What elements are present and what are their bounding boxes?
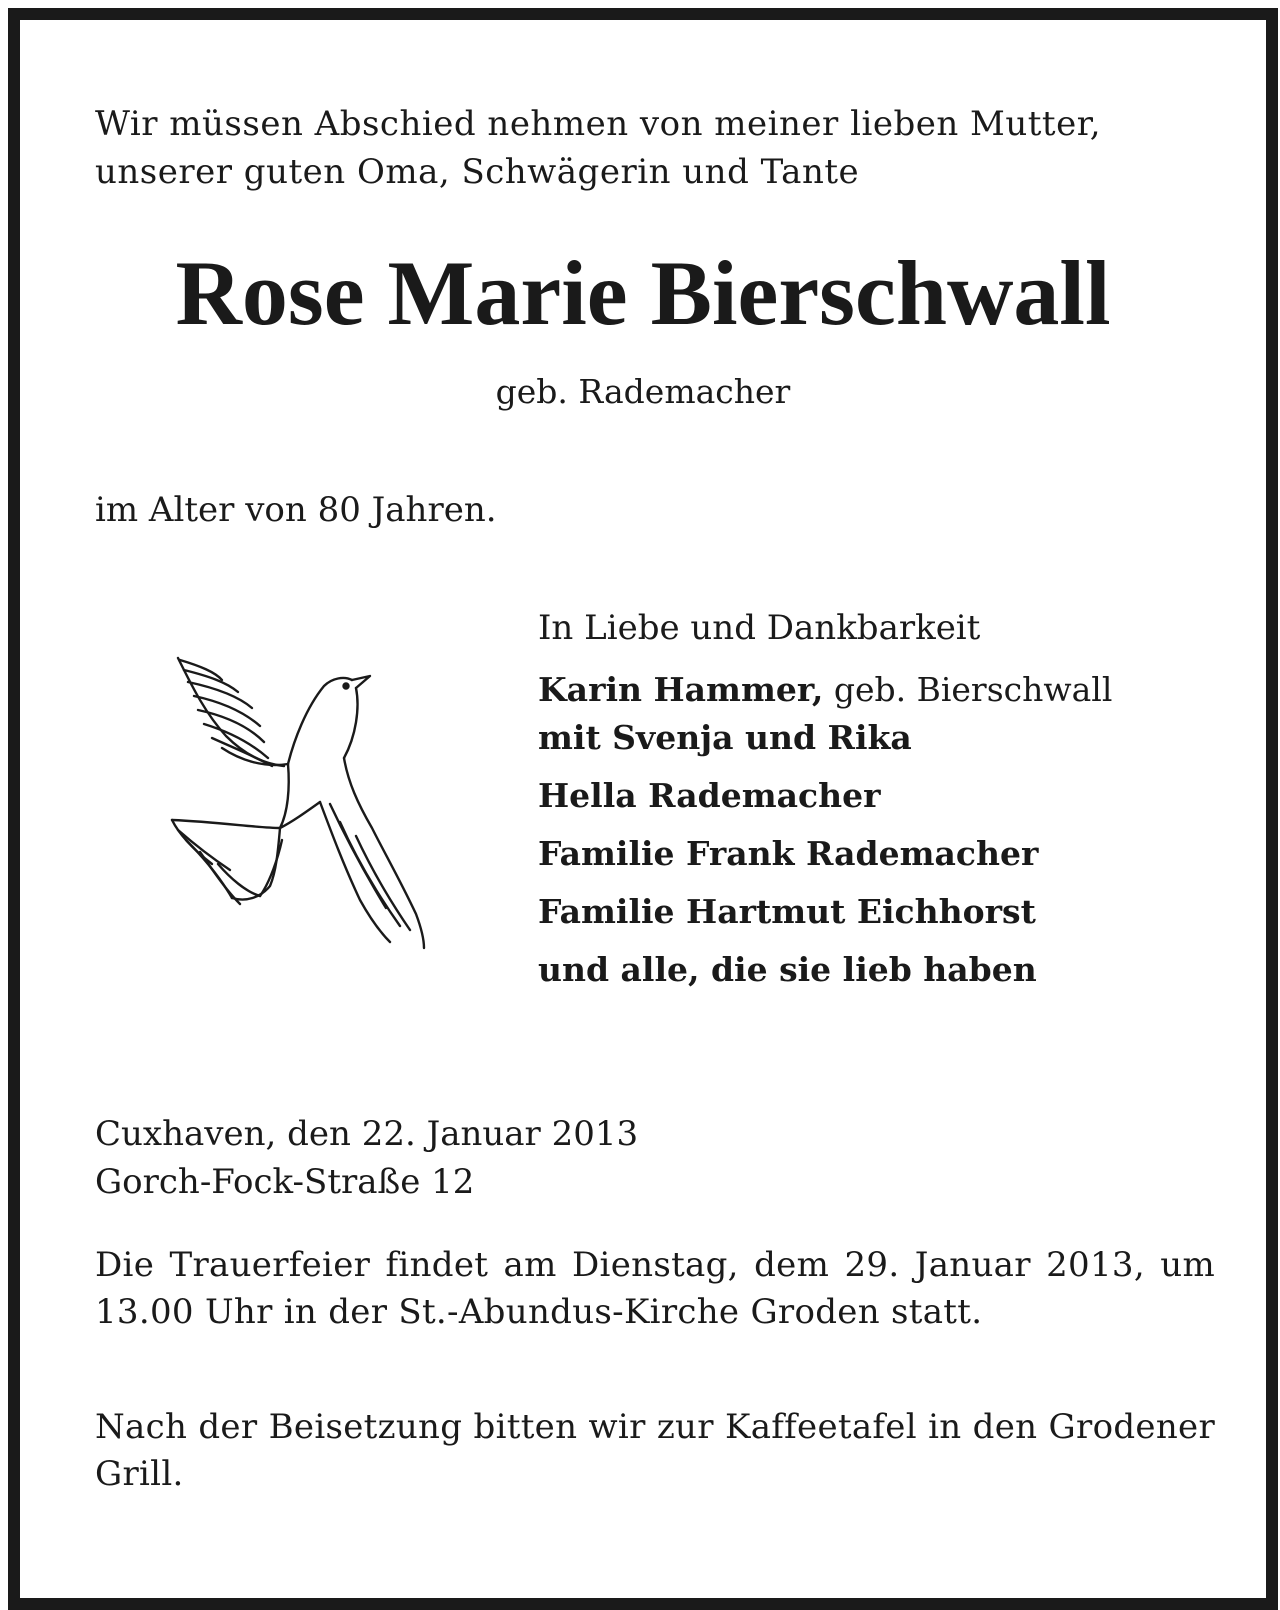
mourner-line-6: und alle, die sie lieb haben [538, 950, 1037, 989]
mourner-line-4: Familie Frank Rademacher [538, 834, 1039, 873]
mourner-line-5: Familie Hartmut Eichhorst [538, 892, 1036, 931]
mourners-list [538, 604, 1218, 994]
deceased-name: Rose Marie Bierschwall [175, 242, 1111, 344]
mourner-karin-name: Karin Hammer, [538, 670, 824, 709]
mourners-greeting: In Liebe und Dankbarkeit [538, 608, 981, 648]
coffee-info: Nach der Beisetzung bitten wir zur Kaffeetafel in den Grodener Grill. [95, 1407, 1215, 1494]
funeral-info: Die Trauerfeier findet am Dienstag, dem 29. Januar 2013, um 13.00 Uhr in der St.-Abundus-Kirche Groden statt. [95, 1245, 1215, 1332]
mourner-karin-maiden: geb. Bierschwall [823, 670, 1113, 709]
city-date: Cuxhaven, den 22. Januar 2013 [95, 1114, 639, 1154]
dove-icon [160, 652, 430, 964]
intro-line-1: Wir müssen Abschied nehmen von meiner lieben Mutter, [95, 104, 1102, 144]
mourner-line-2: mit Svenja und Rika [538, 718, 912, 757]
obituary-notice [8, 8, 1278, 1610]
age-text: im Alter von 80 Jahren. [95, 490, 497, 530]
intro-text [95, 100, 1215, 196]
mourner-karin [538, 666, 1218, 714]
intro-line-2: unserer guten Oma, Schwägerin und Tante [95, 152, 860, 192]
maiden-name: geb. Rademacher [495, 372, 791, 411]
place-and-date [95, 1110, 638, 1206]
street-address: Gorch-Fock-Straße 12 [95, 1162, 475, 1202]
mourner-line-3: Hella Rademacher [538, 776, 881, 815]
